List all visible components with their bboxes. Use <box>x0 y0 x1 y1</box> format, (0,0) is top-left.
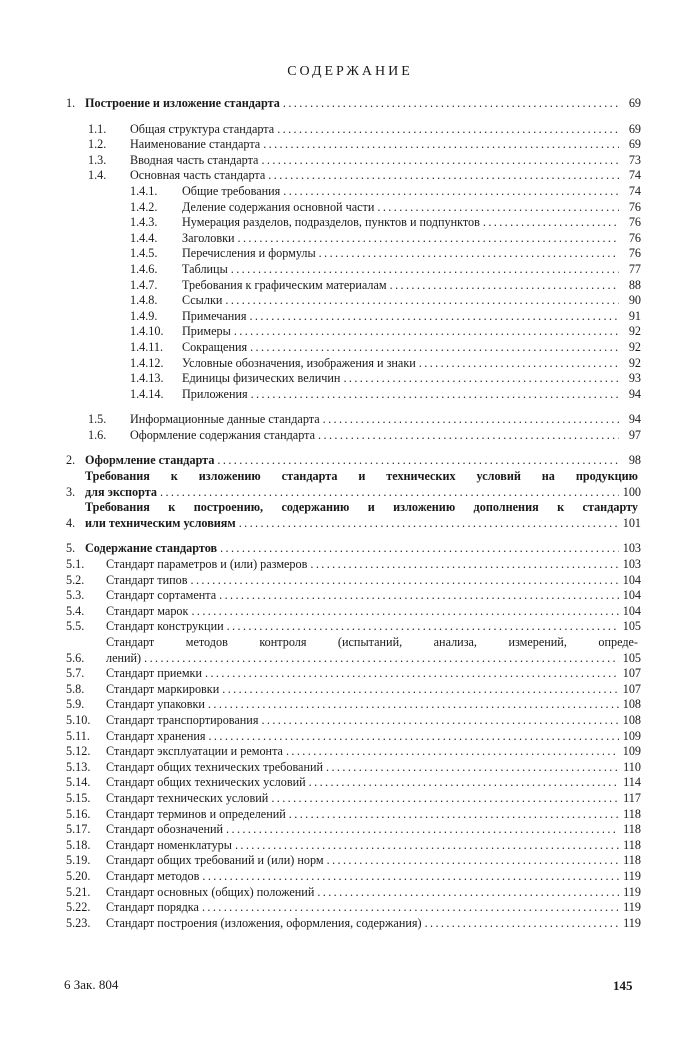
toc-entry-title: Таблицы <box>182 261 228 276</box>
toc-entry <box>66 666 641 682</box>
toc-entry <box>66 869 641 885</box>
toc-entry-number: 5.9. <box>66 697 85 712</box>
toc-entry-title: Построение и изложение стандарта <box>85 96 280 110</box>
toc-entry-number: 5.4. <box>66 603 85 618</box>
toc-entry <box>66 541 641 557</box>
toc-entry-number: 5.22. <box>66 900 91 915</box>
dot-leader <box>323 412 619 428</box>
toc-entry-title: Нумерация разделов, подразделов, пунктов и подпунктов <box>182 215 480 230</box>
toc-entry-page: 76 <box>628 199 641 214</box>
toc-entry-number: 5.5. <box>66 619 85 634</box>
toc-entry <box>66 324 641 340</box>
toc-entry-title: Оформление содержания стандарта <box>130 427 316 442</box>
toc-entry-number: 5.7. <box>66 666 85 681</box>
dot-leader <box>327 853 619 869</box>
toc-entry <box>66 744 641 760</box>
toc-entry-title: Стандарт транспортирования <box>106 712 259 727</box>
toc-entry <box>66 469 641 500</box>
toc-entry <box>66 428 641 444</box>
toc-entry-title: Примечания <box>182 308 247 323</box>
dot-leader <box>309 775 619 791</box>
toc-entry-page: 76 <box>628 246 641 261</box>
toc-entry-number: 1.3. <box>88 152 107 167</box>
toc-entry-title: Стандарт хранения <box>106 728 206 743</box>
toc-entry <box>66 200 641 216</box>
toc-entry-page: 114 <box>623 775 641 790</box>
toc-entry-title-continued: или техническим условиям <box>85 515 236 530</box>
toc-entry-title: Стандарт технических условий <box>106 790 269 805</box>
toc-entry <box>66 153 641 169</box>
toc-entry <box>66 588 641 604</box>
toc-entry-page: 93 <box>628 371 641 386</box>
toc-entry-page: 107 <box>622 681 641 696</box>
toc-entry-page: 119 <box>623 900 641 915</box>
toc-entry-number: 1.4.3. <box>130 215 158 230</box>
toc-entry-page: 104 <box>622 603 641 618</box>
toc-entry-number: 1.4.14. <box>130 386 164 401</box>
toc-entry-page: 105 <box>622 619 641 634</box>
toc-entry-page: 118 <box>623 806 641 821</box>
toc-entry <box>66 557 641 573</box>
dot-leader <box>231 262 619 278</box>
toc-entry-number: 5.17. <box>66 822 91 837</box>
toc-entry-title: Заголовки <box>182 230 235 245</box>
dot-leader <box>238 231 619 247</box>
toc-entry-number: 5.23. <box>66 915 91 930</box>
toc-entry-title: Стандарт общих технических требований <box>106 759 324 774</box>
toc-entry-title: Стандарт упаковки <box>106 697 205 712</box>
toc-entry-number: 3. <box>66 484 76 499</box>
toc-entry-number: 5.15. <box>66 790 91 805</box>
toc-entry-title: Условные обозначения, изображения и знаки <box>182 355 416 370</box>
toc-entry-number: 1.4.1. <box>130 183 158 198</box>
dot-leader <box>250 340 619 356</box>
toc-entry <box>66 775 641 791</box>
toc-entry-title: Стандарт основных (общих) положений <box>106 884 315 899</box>
toc-entry-number: 5.14. <box>66 775 91 790</box>
toc-entry-title: Требования к графическим материалам <box>182 277 387 292</box>
dot-leader <box>326 760 619 776</box>
toc-entry-number: 5.18. <box>66 837 91 852</box>
toc-entry <box>66 231 641 247</box>
dot-leader <box>235 838 619 854</box>
toc-entry <box>66 122 641 138</box>
dot-leader <box>286 744 619 760</box>
toc-entry-title: Вводная часть стандарта <box>130 152 259 167</box>
toc-entry-number: 5.2. <box>66 572 85 587</box>
toc-entry <box>66 729 641 745</box>
toc-entry-number: 1.4.10. <box>130 324 164 339</box>
toc-entry-page: 98 <box>628 453 641 468</box>
dot-leader <box>160 485 619 501</box>
toc-entry <box>66 900 641 916</box>
footer-order-mark: 6 Зак. 804 <box>64 977 119 992</box>
toc-entry-title-continued: для экспорта <box>85 484 157 499</box>
toc-entry-page: 94 <box>628 412 641 427</box>
toc-entry-number: 1.4.12. <box>130 355 164 370</box>
dot-leader <box>249 309 619 325</box>
toc-entry-title: Стандарт эксплуатации и ремонта <box>106 744 283 759</box>
toc-entry-number: 1.4.13. <box>130 371 164 386</box>
toc-entry-number: 5.3. <box>66 588 85 603</box>
toc-entry <box>66 412 641 428</box>
toc-entry <box>66 96 641 112</box>
dot-leader <box>283 96 619 112</box>
toc-entry <box>66 356 641 372</box>
toc-entry-title: Стандарт приемки <box>106 666 202 681</box>
toc-entry-title: Стандарт маркировки <box>106 681 220 696</box>
toc-entry-page: 100 <box>622 484 641 499</box>
toc-entry-number: 1.4.5. <box>130 246 158 261</box>
toc-entry-page: 76 <box>628 230 641 245</box>
toc-entry-number: 1.4.8. <box>130 293 158 308</box>
toc-entry <box>66 278 641 294</box>
toc-entry-title: Стандарт сортамента <box>106 588 217 603</box>
toc-entry-number: 5.1. <box>66 557 85 572</box>
toc-entry-page: 109 <box>622 728 641 743</box>
dot-leader <box>191 604 619 620</box>
toc-entry-page: 88 <box>628 277 641 292</box>
toc-entry <box>66 371 641 387</box>
toc-entry-page: 94 <box>628 386 641 401</box>
toc-entry-title: Общая структура стандарта <box>130 121 275 136</box>
toc-entry-page: 105 <box>622 650 641 665</box>
toc-entry-page: 103 <box>622 557 641 572</box>
dot-leader <box>202 869 619 885</box>
toc-entry <box>66 697 641 713</box>
toc-entry-title: Оформление стандарта <box>85 453 215 468</box>
toc-entry-title: Информационные данные стандарта <box>130 412 320 427</box>
dot-leader <box>319 246 619 262</box>
toc-entry-page: 74 <box>628 168 641 183</box>
toc-entry-page: 104 <box>622 572 641 587</box>
toc-entry-page: 118 <box>623 837 641 852</box>
toc-entry-title: Стандарт терминов и определений <box>106 806 286 821</box>
dot-leader <box>202 900 619 916</box>
toc-entry <box>66 387 641 403</box>
toc-entry-page: 104 <box>622 588 641 603</box>
toc-entry-title: Стандарт типов <box>106 572 188 587</box>
toc-entry-page: 69 <box>628 96 641 110</box>
page-number: 145 <box>613 978 633 993</box>
toc-entry-number: 5.13. <box>66 759 91 774</box>
toc-entry-title: Сокращения <box>182 339 248 354</box>
dot-leader <box>310 557 619 573</box>
toc-entry-number: 1.4.7. <box>130 277 158 292</box>
toc-entry-number: 5.21. <box>66 884 91 899</box>
toc-entry-page: 117 <box>623 790 641 805</box>
dot-leader <box>289 807 619 823</box>
dot-leader <box>317 885 619 901</box>
toc-entry-number: 1.4.11. <box>130 339 164 354</box>
dot-leader <box>390 278 619 294</box>
toc-entry-title: Общие требования <box>182 183 281 198</box>
toc-entry-number: 5.11. <box>66 728 90 743</box>
toc-entry <box>66 807 641 823</box>
toc-entry-title: Требования к построению, содержанию и изложению дополнения к стандарту <box>85 500 638 515</box>
dot-leader <box>425 916 619 932</box>
toc-entry <box>66 853 641 869</box>
toc-entry-page: 91 <box>628 308 641 323</box>
dot-leader <box>225 293 619 309</box>
toc-entry-number: 2. <box>66 453 76 468</box>
toc-entry-number: 5.8. <box>66 681 85 696</box>
toc-entry-number: 1.4. <box>88 168 107 183</box>
toc-entry-page: 107 <box>622 666 641 681</box>
page-title: СОДЕРЖАНИЕ <box>287 64 413 79</box>
toc-entry <box>66 215 641 231</box>
toc-entry <box>66 916 641 932</box>
toc-entry-number: 5.6. <box>66 650 85 665</box>
toc-entry-page: 69 <box>628 137 641 152</box>
toc-entry-number: 5.10. <box>66 712 91 727</box>
dot-leader <box>318 428 619 444</box>
toc-entry-title: Единицы физических величин <box>182 371 341 386</box>
dot-leader <box>234 324 619 340</box>
toc-entry-page: 92 <box>628 355 641 370</box>
dot-leader <box>277 122 619 138</box>
dot-leader <box>283 184 619 200</box>
dot-leader <box>219 588 619 604</box>
toc-entry-page: 73 <box>628 152 641 167</box>
toc-entry-title: Стандарт общих технических условий <box>106 775 306 790</box>
toc-entry-title: Ссылки <box>182 293 223 308</box>
toc-entry <box>66 791 641 807</box>
toc-entry-number: 1.2. <box>88 137 107 152</box>
toc-entry <box>66 137 641 153</box>
toc-entry-number: 5.20. <box>66 868 91 883</box>
toc-entry-number: 5. <box>66 541 76 556</box>
toc-entry-title: Стандарт параметров и (или) размеров <box>106 557 308 572</box>
toc-entry-number: 1.1. <box>88 121 107 136</box>
toc-entry-page: 108 <box>622 712 641 727</box>
toc-entry-title: Стандарт методов контроля (испытаний, анализа, измерений, опреде- <box>106 635 638 649</box>
toc-entry-title: Стандарт построения (изложения, оформления, содержания) <box>106 915 422 930</box>
toc-entry-title: Деление содержания основной части <box>182 199 375 214</box>
toc-entry-title: Стандарт обозначений <box>106 822 224 837</box>
toc-entry <box>66 184 641 200</box>
toc-entry-page: 90 <box>628 293 641 308</box>
toc-entry-number: 5.16. <box>66 806 91 821</box>
dot-leader <box>271 791 619 807</box>
dot-leader <box>251 387 619 403</box>
toc-entry-title: Стандарт методов <box>106 868 200 883</box>
toc-entry-page: 77 <box>628 261 641 276</box>
toc-entry-page: 119 <box>623 884 641 899</box>
toc-entry <box>66 500 641 531</box>
toc-entry-page: 101 <box>622 515 641 530</box>
toc-entry-page: 118 <box>623 853 641 868</box>
toc-entry-page: 103 <box>622 541 641 556</box>
toc-entry-title: Наименование стандарта <box>130 137 261 152</box>
toc-entry-title: Стандарт номенклатуры <box>106 837 232 852</box>
toc-entry-title: Перечисления и формулы <box>182 246 316 261</box>
toc-entry-page: 119 <box>623 915 641 930</box>
dot-leader <box>419 356 619 372</box>
dot-leader <box>208 729 619 745</box>
dot-leader <box>261 153 619 169</box>
toc-entry-page: 97 <box>628 427 641 442</box>
toc-entry-page: 109 <box>622 744 641 759</box>
dot-leader <box>222 682 619 698</box>
dot-leader <box>483 215 619 231</box>
toc-entry <box>66 453 641 469</box>
toc-entry <box>66 822 641 838</box>
toc-entry <box>66 885 641 901</box>
toc-entry-title: Стандарт марок <box>106 603 189 618</box>
dot-leader <box>144 651 619 667</box>
toc-entry-title: Приложения <box>182 386 248 401</box>
toc-entry-page: 110 <box>623 759 641 774</box>
dot-leader <box>263 137 619 153</box>
toc-entry <box>66 838 641 854</box>
toc-entry <box>66 340 641 356</box>
dot-leader <box>261 713 619 729</box>
dot-leader <box>208 697 619 713</box>
toc-entry-page: 118 <box>623 822 641 837</box>
toc-entry-title: Стандарт порядка <box>106 900 199 915</box>
dot-leader <box>217 453 619 469</box>
toc-entry-page: 74 <box>628 183 641 198</box>
dot-leader <box>226 822 619 838</box>
toc-entry-number: 1.4.4. <box>130 230 158 245</box>
toc-entry-title: Основная часть стандарта <box>130 168 266 183</box>
toc-entry <box>66 168 641 184</box>
toc-entry <box>66 619 641 635</box>
dot-leader <box>377 200 619 216</box>
toc-entry-title: Стандарт общих требований и (или) норм <box>106 853 324 868</box>
toc-entry <box>66 682 641 698</box>
toc-entry <box>66 309 641 325</box>
toc-entry <box>66 760 641 776</box>
dot-leader <box>205 666 619 682</box>
toc-entry-title: Стандарт конструкции <box>106 619 224 634</box>
toc-entry-title: Примеры <box>182 324 231 339</box>
toc-entry-number: 1.4.6. <box>130 261 158 276</box>
toc-entry-number: 1.4.9. <box>130 308 158 323</box>
toc-entry-title: Содержание стандартов <box>85 541 218 556</box>
dot-leader <box>191 573 619 589</box>
toc-entry-page: 76 <box>628 215 641 230</box>
dot-leader <box>343 371 619 387</box>
toc-entry <box>66 573 641 589</box>
toc-entry-number: 1. <box>66 96 76 110</box>
dot-leader <box>220 541 619 557</box>
dot-leader <box>239 516 619 532</box>
toc-entry-number: 5.12. <box>66 744 91 759</box>
toc-entry <box>66 262 641 278</box>
table-of-contents <box>66 96 641 931</box>
toc-entry <box>66 635 641 666</box>
toc-entry <box>66 293 641 309</box>
toc-entry-page: 108 <box>622 697 641 712</box>
toc-entry-number: 1.4.2. <box>130 199 158 214</box>
toc-entry-title-continued: лений) <box>106 650 142 665</box>
toc-entry-page: 92 <box>628 339 641 354</box>
toc-entry-page: 69 <box>628 121 641 136</box>
toc-entry-number: 5.19. <box>66 853 91 868</box>
toc-entry <box>66 246 641 262</box>
dot-leader <box>227 619 619 635</box>
toc-entry-title: Требования к изложению стандарта и технических условий на продукцию <box>85 469 638 484</box>
toc-entry-number: 1.6. <box>88 427 107 442</box>
toc-entry-number: 1.5. <box>88 412 107 427</box>
toc-entry <box>66 604 641 620</box>
dot-leader <box>268 168 619 184</box>
toc-entry-page: 119 <box>623 868 641 883</box>
toc-entry <box>66 713 641 729</box>
toc-entry-number: 4. <box>66 515 76 530</box>
toc-entry-page: 92 <box>628 324 641 339</box>
